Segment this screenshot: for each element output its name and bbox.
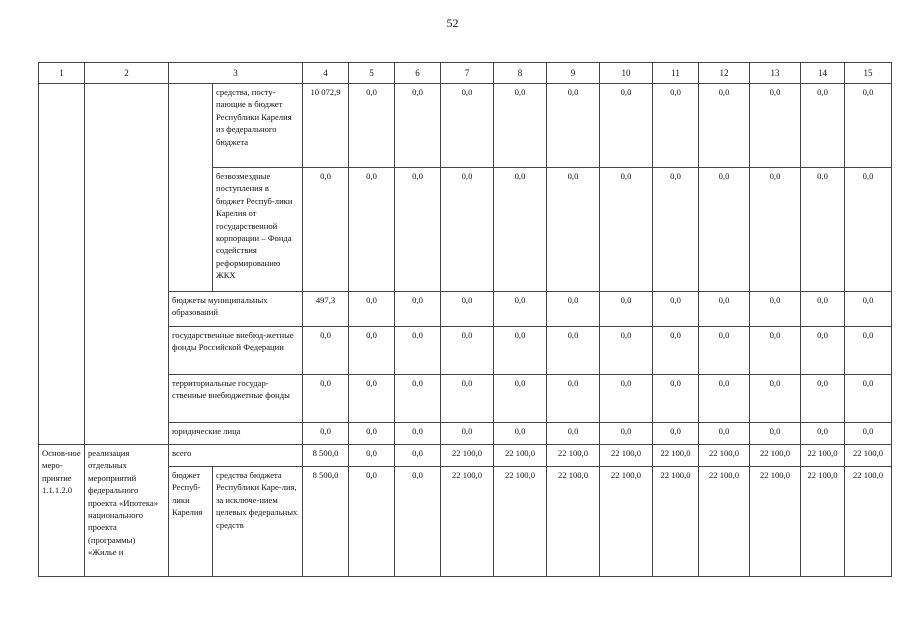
header-cell-14: 14 bbox=[801, 63, 845, 84]
value-cell: 8 500,0 bbox=[303, 467, 349, 577]
header-cell-3: 3 bbox=[169, 63, 303, 84]
header-row bbox=[39, 63, 892, 84]
value-cell: 0,0 bbox=[600, 292, 653, 327]
value-cell: 0,0 bbox=[845, 327, 892, 375]
row-description: средства бюджета Республики Каре-лия, за исключе-нием целевых федеральных средств bbox=[213, 467, 303, 577]
table-row bbox=[39, 84, 892, 168]
value-cell: 22 100,0 bbox=[494, 467, 547, 577]
value-cell: 0,0 bbox=[653, 292, 699, 327]
value-cell: 0,0 bbox=[494, 423, 547, 445]
value-cell: 0,0 bbox=[653, 168, 699, 292]
measure-name: реализация отдельных мероприятий федерального проекта «Ипотека» национального проекта (программы) «Жилье и bbox=[85, 445, 169, 577]
value-cell: 0,0 bbox=[395, 423, 441, 445]
value-cell: 0,0 bbox=[349, 327, 395, 375]
value-cell: 0,0 bbox=[494, 375, 547, 423]
empty-cell bbox=[85, 84, 169, 445]
value-cell: 22 100,0 bbox=[801, 445, 845, 467]
value-cell: 22 100,0 bbox=[750, 467, 801, 577]
table-row bbox=[39, 445, 892, 467]
value-cell: 0,0 bbox=[750, 375, 801, 423]
value-cell: 0,0 bbox=[395, 445, 441, 467]
value-cell: 0,0 bbox=[845, 292, 892, 327]
value-cell: 0,0 bbox=[303, 423, 349, 445]
value-cell: 0,0 bbox=[699, 327, 750, 375]
value-cell: 22 100,0 bbox=[845, 467, 892, 577]
value-cell: 0,0 bbox=[494, 84, 547, 168]
value-cell: 0,0 bbox=[801, 292, 845, 327]
value-cell: 0,0 bbox=[395, 467, 441, 577]
value-cell: 0,0 bbox=[494, 292, 547, 327]
value-cell: 0,0 bbox=[303, 327, 349, 375]
row-description: территориальные государ-ственные внебюджетные фонды bbox=[169, 375, 303, 423]
value-cell: 0,0 bbox=[395, 292, 441, 327]
value-cell: 0,0 bbox=[441, 84, 494, 168]
value-cell: 0,0 bbox=[801, 375, 845, 423]
row-description: юридические лица bbox=[169, 423, 303, 445]
header-cell-12: 12 bbox=[699, 63, 750, 84]
value-cell: 0,0 bbox=[547, 375, 600, 423]
value-cell: 0,0 bbox=[699, 84, 750, 168]
value-cell: 22 100,0 bbox=[441, 445, 494, 467]
value-cell: 0,0 bbox=[547, 423, 600, 445]
value-cell: 0,0 bbox=[600, 327, 653, 375]
value-cell: 0,0 bbox=[349, 423, 395, 445]
value-cell: 0,0 bbox=[349, 168, 395, 292]
value-cell: 22 100,0 bbox=[441, 467, 494, 577]
value-cell: 22 100,0 bbox=[653, 467, 699, 577]
header-cell-2: 2 bbox=[85, 63, 169, 84]
value-cell: 0,0 bbox=[699, 168, 750, 292]
row-description: безвозмездные поступления в бюджет Респуб-лики Карелия от государственной корпорации – Фонда содействия реформированию ЖКХ bbox=[213, 168, 303, 292]
value-cell: 0,0 bbox=[547, 292, 600, 327]
value-cell: 22 100,0 bbox=[801, 467, 845, 577]
header-cell-7: 7 bbox=[441, 63, 494, 84]
value-cell: 0,0 bbox=[653, 375, 699, 423]
header-cell-11: 11 bbox=[653, 63, 699, 84]
empty-cell bbox=[39, 84, 85, 445]
value-cell: 0,0 bbox=[653, 84, 699, 168]
value-cell: 0,0 bbox=[801, 84, 845, 168]
value-cell: 0,0 bbox=[441, 168, 494, 292]
value-cell: 0,0 bbox=[395, 84, 441, 168]
value-cell: 0,0 bbox=[547, 168, 600, 292]
value-cell: 0,0 bbox=[349, 84, 395, 168]
header-cell-15: 15 bbox=[845, 63, 892, 84]
value-cell: 0,0 bbox=[303, 375, 349, 423]
value-cell: 0,0 bbox=[349, 467, 395, 577]
value-cell: 0,0 bbox=[441, 327, 494, 375]
page-number: 52 bbox=[446, 16, 459, 30]
header-cell-5: 5 bbox=[349, 63, 395, 84]
value-cell: 0,0 bbox=[699, 423, 750, 445]
value-cell: 0,0 bbox=[600, 168, 653, 292]
value-cell: 0,0 bbox=[494, 168, 547, 292]
value-cell: 22 100,0 bbox=[653, 445, 699, 467]
value-cell: 8 500,0 bbox=[303, 445, 349, 467]
value-cell: 0,0 bbox=[699, 375, 750, 423]
value-cell: 22 100,0 bbox=[547, 467, 600, 577]
header-cell-13: 13 bbox=[750, 63, 801, 84]
value-cell: 0,0 bbox=[750, 327, 801, 375]
value-cell: 0,0 bbox=[395, 327, 441, 375]
value-cell: 0,0 bbox=[845, 423, 892, 445]
value-cell: 22 100,0 bbox=[494, 445, 547, 467]
value-cell: 22 100,0 bbox=[600, 445, 653, 467]
value-cell: 497,3 bbox=[303, 292, 349, 327]
value-cell: 0,0 bbox=[303, 168, 349, 292]
row-description: средства, посту-пающие в бюджет Республики Карелия из федерального бюджета bbox=[213, 84, 303, 168]
budget-source: бюджет Респуб-лики Карелия bbox=[169, 467, 213, 577]
header-cell-10: 10 bbox=[600, 63, 653, 84]
empty-cell bbox=[169, 84, 213, 292]
measure-code: Основ-ное меро-приятие 1.1.1.2.0 bbox=[39, 445, 85, 577]
value-cell: 0,0 bbox=[845, 168, 892, 292]
header-cell-9: 9 bbox=[547, 63, 600, 84]
value-cell: 0,0 bbox=[750, 423, 801, 445]
value-cell: 0,0 bbox=[750, 84, 801, 168]
value-cell: 0,0 bbox=[801, 168, 845, 292]
value-cell: 22 100,0 bbox=[699, 467, 750, 577]
value-cell: 0,0 bbox=[801, 327, 845, 375]
row-description: всего bbox=[169, 445, 303, 467]
value-cell: 22 100,0 bbox=[547, 445, 600, 467]
value-cell: 0,0 bbox=[441, 292, 494, 327]
value-cell: 0,0 bbox=[349, 292, 395, 327]
value-cell: 0,0 bbox=[699, 292, 750, 327]
row-description: бюджеты муниципальных образований bbox=[169, 292, 303, 327]
header-cell-8: 8 bbox=[494, 63, 547, 84]
value-cell: 0,0 bbox=[653, 423, 699, 445]
value-cell: 0,0 bbox=[349, 445, 395, 467]
budget-table bbox=[38, 62, 892, 577]
value-cell: 0,0 bbox=[494, 327, 547, 375]
row-description: государственные внебюд-жетные фонды Российской Федерации bbox=[169, 327, 303, 375]
header-cell-1: 1 bbox=[39, 63, 85, 84]
value-cell: 0,0 bbox=[600, 375, 653, 423]
value-cell: 0,0 bbox=[441, 423, 494, 445]
header-cell-4: 4 bbox=[303, 63, 349, 84]
value-cell: 0,0 bbox=[653, 327, 699, 375]
value-cell: 0,0 bbox=[600, 423, 653, 445]
value-cell: 0,0 bbox=[547, 327, 600, 375]
value-cell: 22 100,0 bbox=[750, 445, 801, 467]
value-cell: 0,0 bbox=[395, 168, 441, 292]
value-cell: 22 100,0 bbox=[699, 445, 750, 467]
value-cell: 0,0 bbox=[845, 375, 892, 423]
value-cell: 22 100,0 bbox=[845, 445, 892, 467]
value-cell: 0,0 bbox=[750, 292, 801, 327]
header-cell-6: 6 bbox=[395, 63, 441, 84]
value-cell: 10 072,9 bbox=[303, 84, 349, 168]
value-cell: 0,0 bbox=[547, 84, 600, 168]
value-cell: 0,0 bbox=[441, 375, 494, 423]
value-cell: 22 100,0 bbox=[600, 467, 653, 577]
value-cell: 0,0 bbox=[801, 423, 845, 445]
value-cell: 0,0 bbox=[395, 375, 441, 423]
value-cell: 0,0 bbox=[750, 168, 801, 292]
value-cell: 0,0 bbox=[349, 375, 395, 423]
value-cell: 0,0 bbox=[600, 84, 653, 168]
value-cell: 0,0 bbox=[845, 84, 892, 168]
